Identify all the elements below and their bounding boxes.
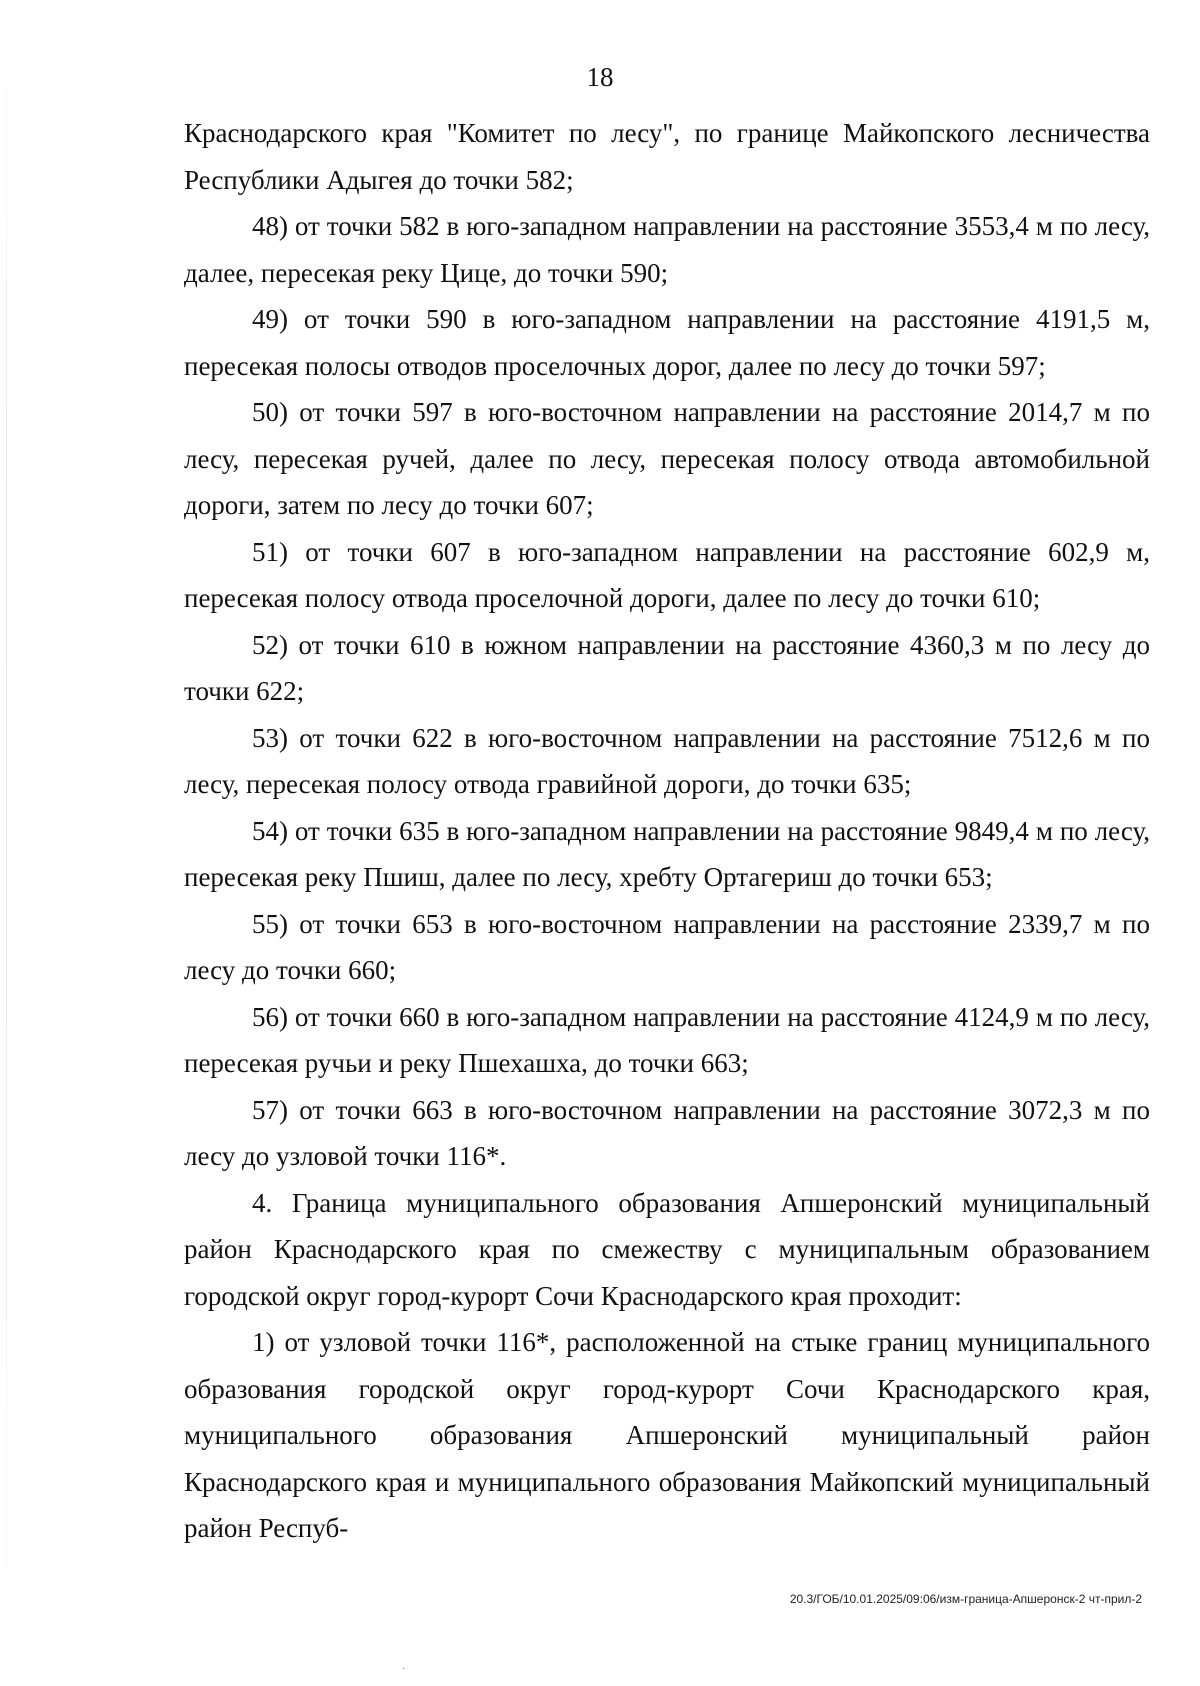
paragraph-item-50: 50) от точки 597 в юго-восточном направлении на расстояние 2014,7 м по лесу, пересекая ручей, далее по лесу, пересекая полосу отвода автомобильной дороги, затем по лесу до точки 607; <box>184 397 1150 520</box>
paragraph-item-51: 51) от точки 607 в юго-западном направлении на расстояние 602,9 м, пересекая полосу отвода проселочной дороги, далее по лесу до точки 610; <box>184 536 1150 613</box>
paragraph-continuation: Краснодарского края "Комитет по лесу", по границе Майкопского лесничества Республики Адыгея до точки 582; <box>184 118 1150 195</box>
document-body <box>184 110 1150 1552</box>
paragraph-item-56: 56) от точки 660 в юго-западном направлении на расстояние 4124,9 м по лесу, пересекая ручьи и реку Пшехашха, до точки 663; <box>184 1001 1150 1078</box>
paragraph-item-54: 54) от точки 635 в юго-западном направлении на расстояние 9849,4 м по лесу, пересекая реку Пшиш, далее по лесу, хребту Ортагериш до точки 653; <box>184 815 1150 892</box>
paragraph-item-57: 57) от точки 663 в юго-восточном направлении на расстояние 3072,3 м по лесу до узловой точки 116*. <box>184 1094 1150 1171</box>
paragraph-section-4-item-1: 1) от узловой точки 116*, расположенной на стыке границ муниципального образования городской округ город-курорт Сочи Краснодарского края, муниципального образования Апшеронский муниципальный район Краснодарского края и муниципального образования Майкопский муниципальный район Респуб- <box>184 1327 1150 1543</box>
paragraph-item-53: 53) от точки 622 в юго-восточном направлении на расстояние 7512,6 м по лесу, пересекая полосу отвода гравийной дороги, до точки 635; <box>184 722 1150 799</box>
paragraph-item-48: 48) от точки 582 в юго-западном направлении на расстояние 3553,4 м по лесу, далее, пересекая реку Цице, до точки 590; <box>184 211 1150 288</box>
page-number: 18 <box>586 62 614 92</box>
paragraph-item-49: 49) от точки 590 в юго-западном направлении на расстояние 4191,5 м, пересекая полосы отводов проселочных дорог, далее по лесу до точки 597; <box>184 304 1150 381</box>
scan-edge-shadow <box>6 0 7 1686</box>
paragraph-section-4: 4. Граница муниципального образования Апшеронский муниципальный район Краснодарского края по смежеству с муниципальным образованием городской округ город-курорт Сочи Краснодарского края проходит: <box>184 1187 1150 1311</box>
paragraph-item-52: 52) от точки 610 в южном направлении на расстояние 4360,3 м по лесу до точки 622; <box>184 629 1150 706</box>
document-footer-code: 20.3/ГОБ/10.01.2025/09:06/изм-граница-Апшеронск-2 чт-прил-2 <box>789 1592 1142 1606</box>
scan-stray-mark: · <box>402 1663 406 1674</box>
paragraph-item-55: 55) от точки 653 в юго-восточном направлении на расстояние 2339,7 м по лесу до точки 660; <box>184 908 1150 985</box>
